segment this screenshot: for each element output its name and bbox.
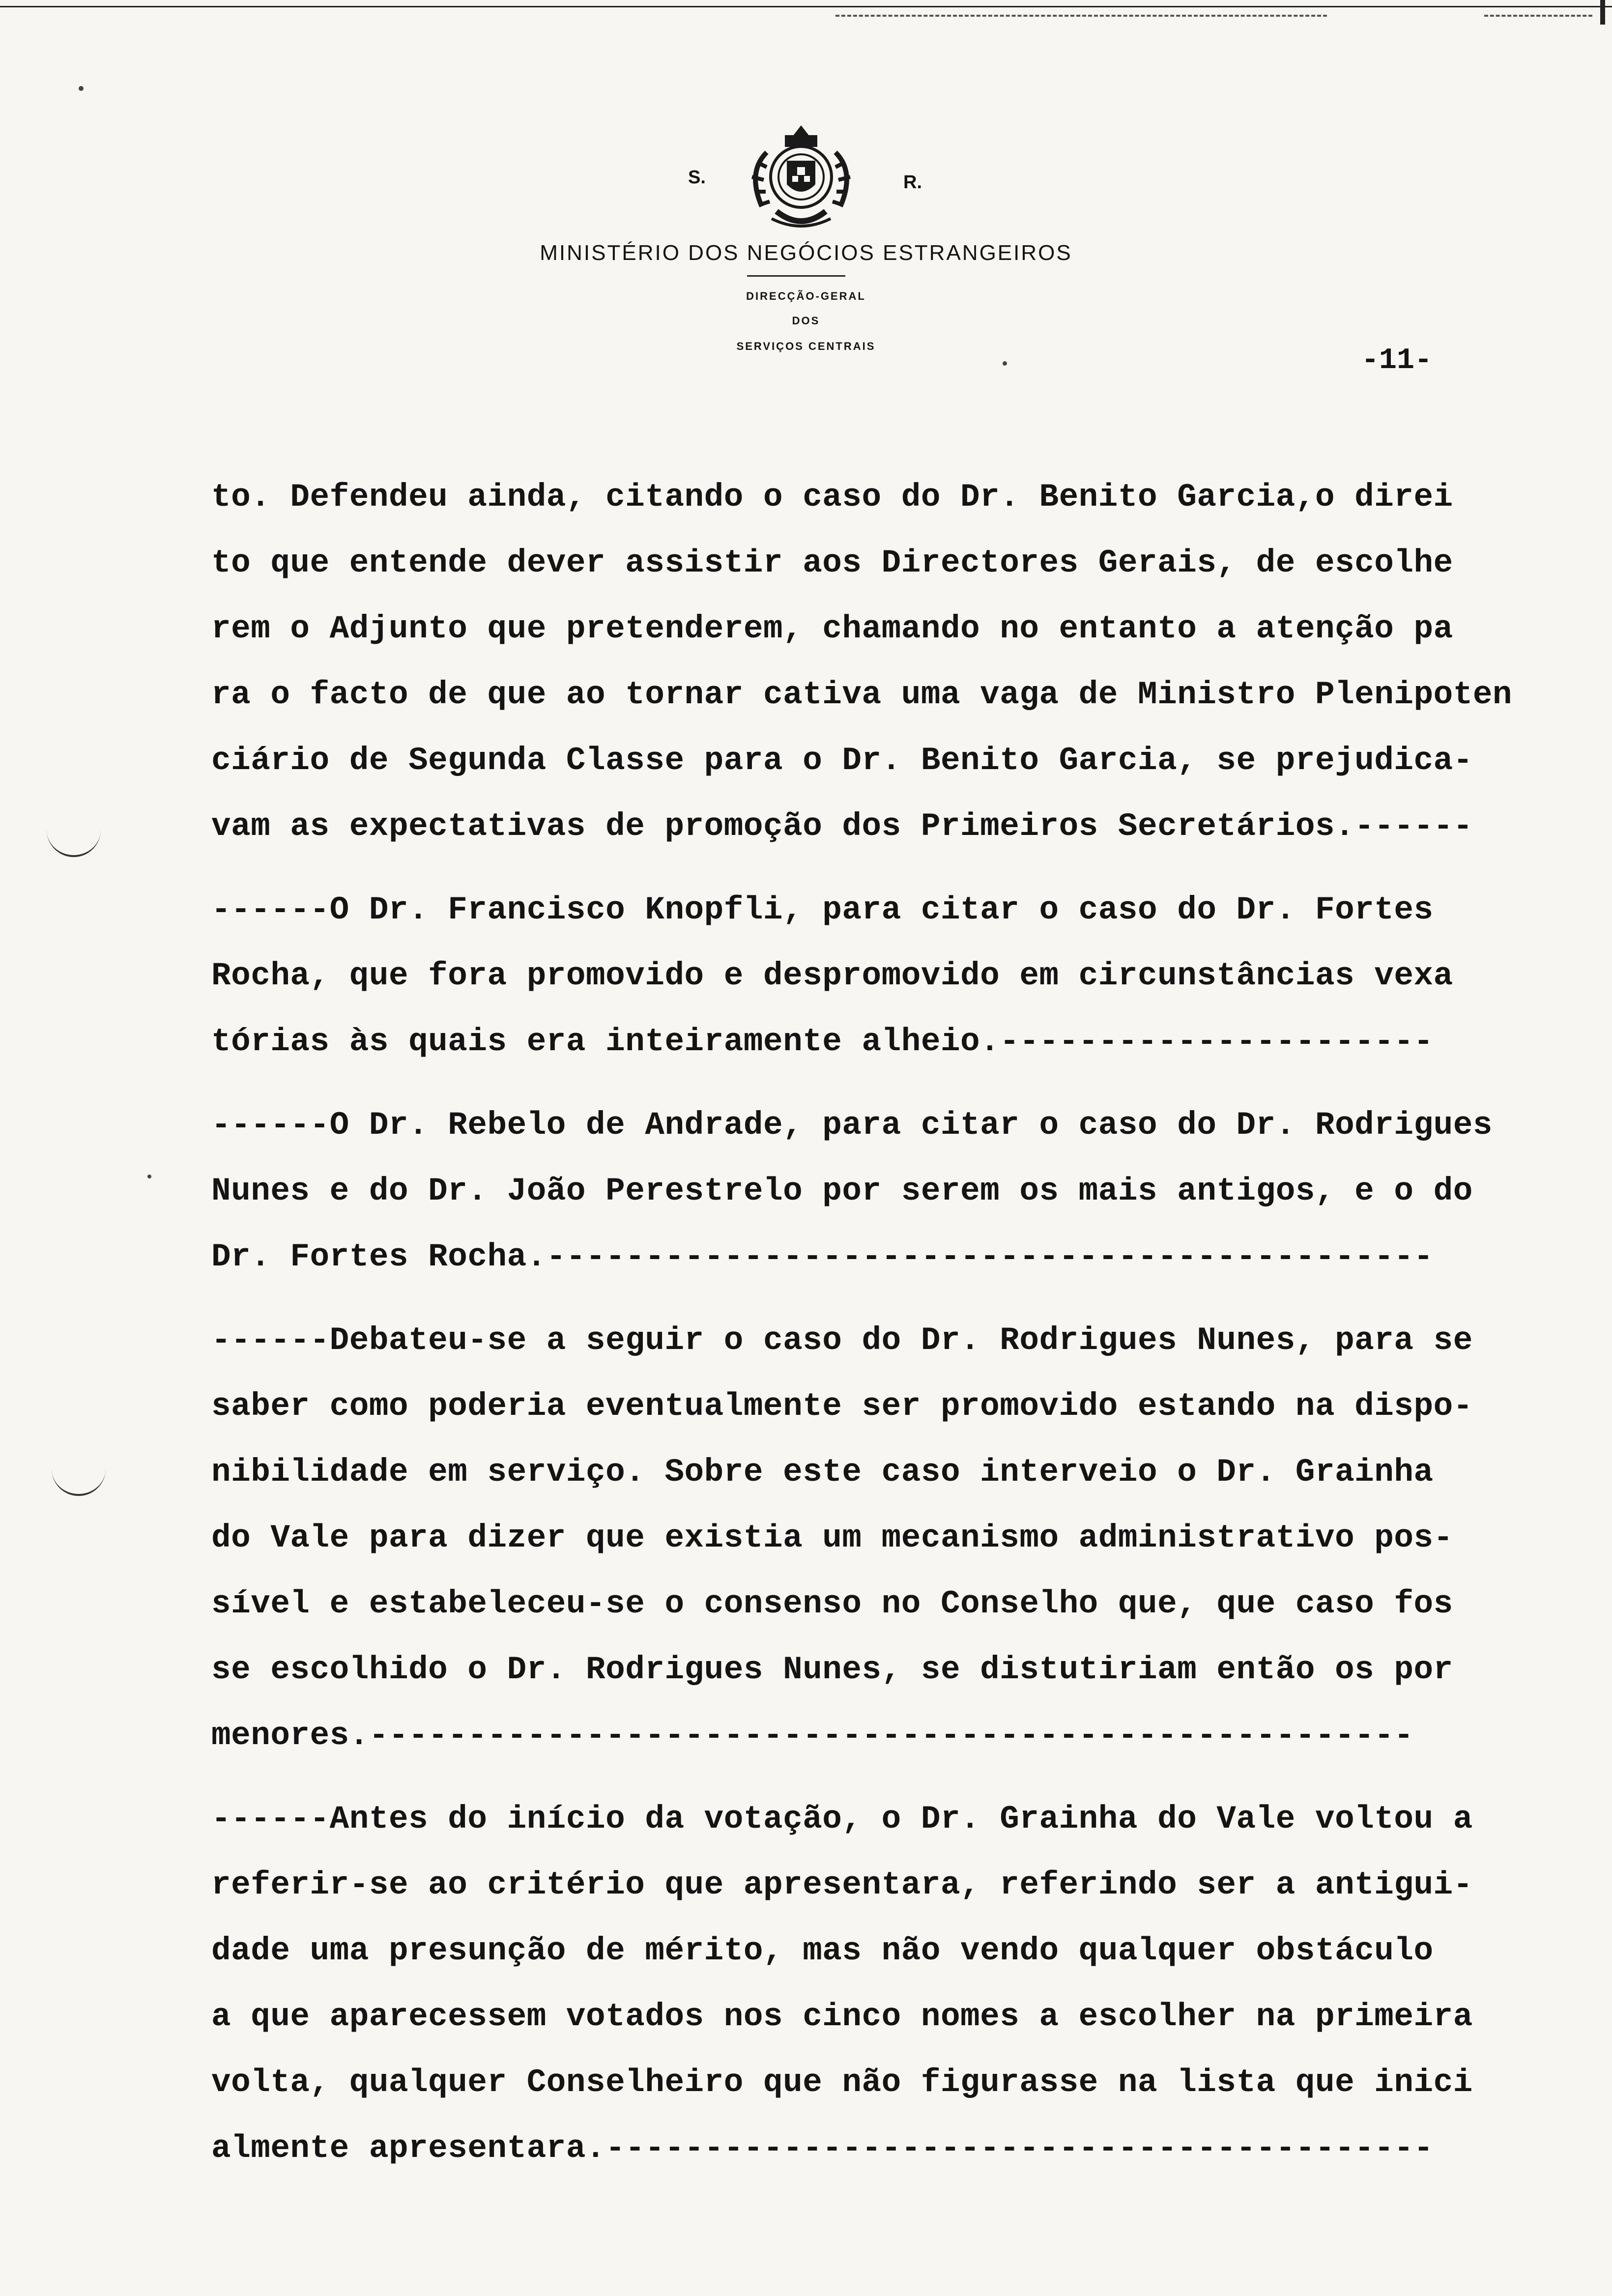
- department-line: SERVIÇOS CENTRAIS: [736, 340, 876, 352]
- text-line: Rocha, que fora promovido e despromovido em circunstâncias vexa: [211, 957, 1453, 994]
- text-line: to. Defendeu ainda, citando o caso do Dr. Benito Garcia,o direi: [211, 479, 1453, 516]
- text-line: Nunes e do Dr. João Perestrelo por serem os mais antigos, e o do: [211, 1173, 1473, 1209]
- text-line: vam as expectativas de promoção dos Primeiros Secretários.------: [211, 808, 1473, 845]
- document-body: [211, 464, 1558, 2181]
- text-line: almente apresentara.------------------------------------------: [211, 2130, 1434, 2167]
- text-line: ------O Dr. Francisco Knopfli, para citar o caso do Dr. Fortes: [211, 891, 1434, 928]
- text-line: sível e estabeleceu-se o consenso no Conselho que, que caso fos: [211, 1585, 1453, 1622]
- text-line: tórias às quais era inteiramente alheio.----------------------: [211, 1023, 1434, 1060]
- paragraph: [211, 1786, 1558, 2181]
- text-line: ------O Dr. Rebelo de Andrade, para citar o caso do Dr. Rodrigues: [211, 1107, 1493, 1144]
- text-line: Dr. Fortes Rocha.---------------------------------------------: [211, 1238, 1434, 1275]
- text-line: rem o Adjunto que pretenderem, chamando no entanto a atenção pa: [211, 610, 1453, 647]
- text-line: saber como poderia eventualmente ser promovido estando na dispo-: [211, 1388, 1473, 1425]
- crest-row: [678, 118, 934, 236]
- margin-mark: [47, 826, 101, 857]
- coat-of-arms-icon: [737, 118, 865, 231]
- text-line: menores.-----------------------------------------------------: [211, 1717, 1414, 1754]
- edge-mark: [1600, 0, 1605, 25]
- speck: [147, 1175, 151, 1178]
- speck: [79, 86, 84, 91]
- text-line: ------Antes do início da votação, o Dr. Grainha do Vale voltou a: [211, 1801, 1473, 1837]
- ministry-underline: [747, 275, 845, 277]
- crest-right-initial: R.: [903, 172, 922, 193]
- text-line: a que aparecessem votados nos cinco nomes a escolher na primeira: [211, 1998, 1473, 2035]
- text-line: volta, qualquer Conselheiro que não figurasse na lista que inici: [211, 2064, 1473, 2101]
- paragraph: [211, 1092, 1558, 1290]
- crest-left-initial: S.: [688, 167, 706, 188]
- text-line: ciário de Segunda Classe para o Dr. Benito Garcia, se prejudica-: [211, 742, 1473, 779]
- text-line: dade uma presunção de mérito, mas não vendo qualquer obstáculo: [211, 1932, 1434, 1969]
- page-number: -11-: [1361, 344, 1433, 377]
- ministry-title: MINISTÉRIO DOS NEGÓCIOS ESTRANGEIROS: [540, 241, 1072, 265]
- text-line: nibilidade em serviço. Sobre este caso interveio o Dr. Grainha: [211, 1454, 1434, 1491]
- paragraph: [211, 1308, 1558, 1769]
- text-line: ------Debateu-se a seguir o caso do Dr. Rodrigues Nunes, para se: [211, 1322, 1473, 1359]
- paragraph: [211, 464, 1558, 860]
- department-line: DOS: [792, 315, 820, 327]
- text-line: se escolhido o Dr. Rodrigues Nunes, se distutiriam então os por: [211, 1651, 1453, 1688]
- margin-mark: [52, 1464, 106, 1496]
- department-line: DIRECÇÃO-GERAL: [746, 290, 866, 302]
- top-dashed-mark: [835, 15, 1327, 17]
- text-line: to que entende dever assistir aos Directores Gerais, de escolhe: [211, 545, 1453, 581]
- paragraph: [211, 877, 1558, 1075]
- speck: [1003, 361, 1007, 366]
- top-rule: [0, 6, 1612, 7]
- text-line: referir-se ao critério que apresentara, referindo ser a antigui-: [211, 1866, 1473, 1903]
- text-line: do Vale para dizer que existia um mecanismo administrativo pos-: [211, 1520, 1453, 1556]
- top-dashed-mark: [1484, 15, 1592, 17]
- text-line: ra o facto de que ao tornar cativa uma vaga de Ministro Plenipoten: [211, 676, 1513, 713]
